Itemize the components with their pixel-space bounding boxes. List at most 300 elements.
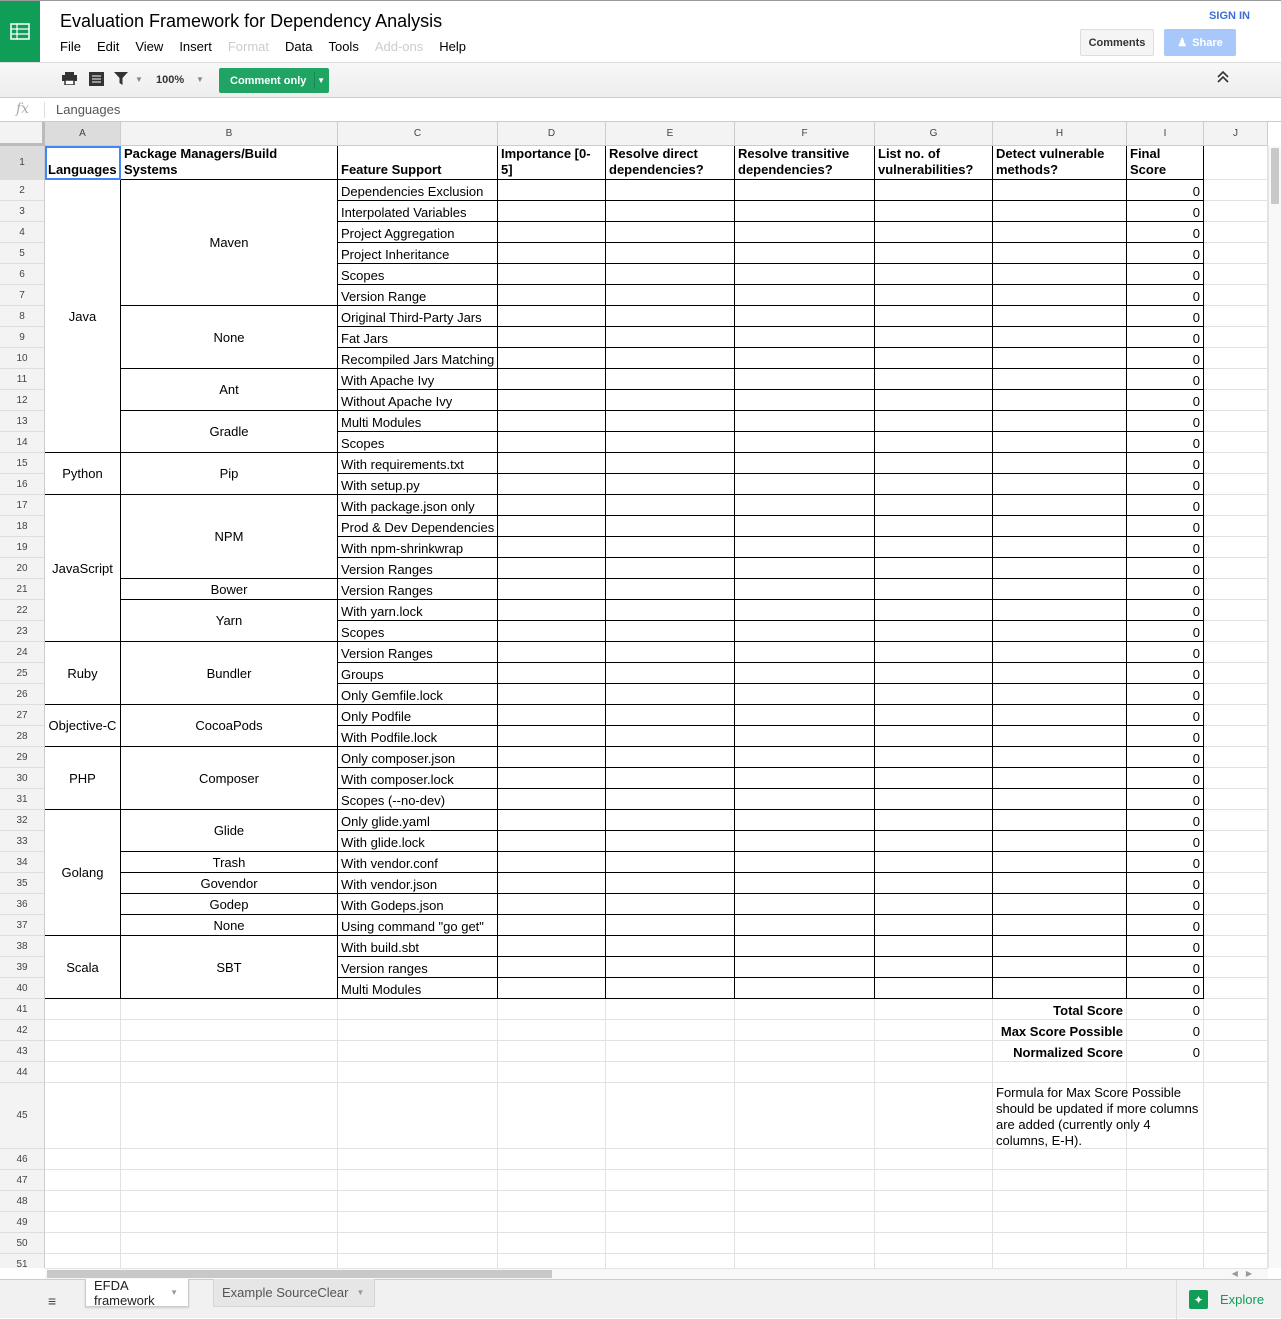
select-all-corner[interactable]	[0, 122, 45, 146]
summary-label[interactable]: Normalized Score	[993, 1041, 1127, 1062]
explore-button[interactable]	[1176, 1280, 1281, 1319]
cell[interactable]	[121, 1170, 338, 1191]
cell[interactable]	[45, 1083, 121, 1149]
vertical-scrollbar[interactable]	[1268, 146, 1281, 1268]
score-input-cell-d[interactable]	[498, 390, 606, 411]
language-cell[interactable]: Ruby	[45, 642, 121, 705]
cell[interactable]	[498, 1149, 606, 1170]
row-header-46[interactable]: 46	[0, 1149, 45, 1170]
score-input-cell-e[interactable]	[606, 495, 735, 516]
score-input-cell-e[interactable]	[606, 201, 735, 222]
score-input-cell-e[interactable]	[606, 873, 735, 894]
score-input-cell-f[interactable]	[735, 411, 875, 432]
score-input-cell-g[interactable]	[875, 432, 993, 453]
cell[interactable]	[45, 1041, 121, 1062]
score-input-cell-e[interactable]	[606, 558, 735, 579]
feature-cell[interactable]: With package.json only	[338, 495, 498, 516]
score-input-cell-d[interactable]	[498, 705, 606, 726]
score-input-cell-e[interactable]	[606, 222, 735, 243]
score-input-cell-g[interactable]	[875, 306, 993, 327]
menu-file[interactable]: File	[60, 39, 81, 54]
chevron-down-icon[interactable]: ▼	[170, 1288, 178, 1297]
score-input-cell-g[interactable]	[875, 663, 993, 684]
score-input-cell-d[interactable]	[498, 537, 606, 558]
cell[interactable]	[121, 1062, 338, 1083]
row-header-24[interactable]: 24	[0, 642, 45, 663]
row-header-50[interactable]: 50	[0, 1233, 45, 1254]
cell[interactable]	[993, 1233, 1127, 1254]
score-input-cell-f[interactable]	[735, 516, 875, 537]
score-input-cell-h[interactable]	[993, 243, 1127, 264]
header-cell-f[interactable]: Resolve transitive dependencies?	[735, 146, 875, 180]
language-cell[interactable]: Golang	[45, 810, 121, 936]
feature-cell[interactable]: Only composer.json	[338, 747, 498, 768]
row-header-25[interactable]: 25	[0, 663, 45, 684]
score-input-cell-g[interactable]	[875, 873, 993, 894]
cell[interactable]	[1204, 306, 1268, 327]
feature-cell[interactable]: Dependencies Exclusion	[338, 180, 498, 201]
sheet-tab-efda-framework[interactable]	[85, 1279, 189, 1307]
cell[interactable]	[45, 1191, 121, 1212]
score-input-cell-g[interactable]	[875, 705, 993, 726]
feature-cell[interactable]: With Apache Ivy	[338, 369, 498, 390]
score-input-cell-h[interactable]	[993, 663, 1127, 684]
menu-data[interactable]: Data	[285, 39, 313, 54]
feature-cell[interactable]: Without Apache Ivy	[338, 390, 498, 411]
cell[interactable]	[338, 1212, 498, 1233]
header-cell-b[interactable]: Package Managers/Build Systems	[121, 146, 338, 180]
score-input-cell-e[interactable]	[606, 810, 735, 831]
score-input-cell-d[interactable]	[498, 201, 606, 222]
cell[interactable]	[993, 1212, 1127, 1233]
cell[interactable]	[1204, 663, 1268, 684]
score-input-cell-h[interactable]	[993, 810, 1127, 831]
row-header-14[interactable]: 14	[0, 432, 45, 453]
score-input-cell-h[interactable]	[993, 747, 1127, 768]
cell[interactable]	[606, 1170, 735, 1191]
cell[interactable]	[735, 1233, 875, 1254]
score-input-cell-e[interactable]	[606, 180, 735, 201]
cell[interactable]	[1204, 453, 1268, 474]
score-input-cell-f[interactable]	[735, 768, 875, 789]
column-header-f[interactable]: F	[735, 122, 875, 146]
score-input-cell-e[interactable]	[606, 285, 735, 306]
final-score-cell[interactable]: 0	[1127, 390, 1204, 411]
cell[interactable]	[498, 999, 606, 1020]
formula-input[interactable]: Languages	[56, 102, 121, 117]
score-input-cell-d[interactable]	[498, 369, 606, 390]
cell[interactable]	[993, 1149, 1127, 1170]
cell[interactable]	[45, 1020, 121, 1041]
score-input-cell-d[interactable]	[498, 348, 606, 369]
score-input-cell-h[interactable]	[993, 894, 1127, 915]
row-header-38[interactable]: 38	[0, 936, 45, 957]
cell[interactable]	[1204, 957, 1268, 978]
score-input-cell-f[interactable]	[735, 180, 875, 201]
score-input-cell-d[interactable]	[498, 558, 606, 579]
row-header-37[interactable]: 37	[0, 915, 45, 936]
menu-tools[interactable]: Tools	[328, 39, 359, 54]
cell[interactable]	[875, 1083, 993, 1149]
cell[interactable]	[606, 1041, 735, 1062]
package-manager-cell[interactable]: Bower	[121, 579, 338, 600]
package-manager-cell[interactable]: None	[121, 306, 338, 369]
score-input-cell-e[interactable]	[606, 600, 735, 621]
score-input-cell-g[interactable]	[875, 621, 993, 642]
score-input-cell-h[interactable]	[993, 768, 1127, 789]
cell[interactable]	[1204, 201, 1268, 222]
cell[interactable]	[1204, 684, 1268, 705]
score-input-cell-f[interactable]	[735, 705, 875, 726]
package-manager-cell[interactable]: SBT	[121, 936, 338, 999]
column-header-i[interactable]: I	[1127, 122, 1204, 146]
feature-cell[interactable]: Version Ranges	[338, 579, 498, 600]
cell[interactable]	[498, 1170, 606, 1191]
filter-dropdown-icon[interactable]: ▼	[135, 75, 143, 84]
score-input-cell-e[interactable]	[606, 348, 735, 369]
cell[interactable]	[1204, 1041, 1268, 1062]
score-input-cell-d[interactable]	[498, 306, 606, 327]
feature-cell[interactable]: With npm-shrinkwrap	[338, 537, 498, 558]
cell[interactable]	[1204, 978, 1268, 999]
feature-cell[interactable]: Scopes	[338, 432, 498, 453]
score-input-cell-g[interactable]	[875, 264, 993, 285]
cell[interactable]	[1204, 1170, 1268, 1191]
cell[interactable]	[1127, 1191, 1204, 1212]
score-input-cell-e[interactable]	[606, 243, 735, 264]
row-header-20[interactable]: 20	[0, 558, 45, 579]
final-score-cell[interactable]: 0	[1127, 306, 1204, 327]
cell[interactable]	[1204, 1020, 1268, 1041]
score-input-cell-d[interactable]	[498, 432, 606, 453]
cell[interactable]	[606, 1212, 735, 1233]
header-cell-c[interactable]: Feature Support	[338, 146, 498, 180]
feature-cell[interactable]: Fat Jars	[338, 327, 498, 348]
cell[interactable]	[735, 1062, 875, 1083]
cell[interactable]	[1204, 180, 1268, 201]
cell[interactable]	[606, 1149, 735, 1170]
score-input-cell-e[interactable]	[606, 327, 735, 348]
final-score-cell[interactable]: 0	[1127, 432, 1204, 453]
row-header-43[interactable]: 43	[0, 1041, 45, 1062]
cell[interactable]	[1204, 495, 1268, 516]
final-score-cell[interactable]: 0	[1127, 642, 1204, 663]
language-cell[interactable]: Python	[45, 453, 121, 495]
cell[interactable]	[45, 1212, 121, 1233]
zoom-select[interactable]: 100%	[156, 74, 185, 86]
score-input-cell-e[interactable]	[606, 537, 735, 558]
row-header-7[interactable]: 7	[0, 285, 45, 306]
score-input-cell-h[interactable]	[993, 285, 1127, 306]
score-input-cell-e[interactable]	[606, 432, 735, 453]
feature-cell[interactable]: Scopes	[338, 621, 498, 642]
package-manager-cell[interactable]: Glide	[121, 810, 338, 852]
cell[interactable]	[121, 1020, 338, 1041]
package-manager-cell[interactable]: Composer	[121, 747, 338, 810]
score-input-cell-g[interactable]	[875, 852, 993, 873]
score-input-cell-g[interactable]	[875, 684, 993, 705]
score-input-cell-d[interactable]	[498, 684, 606, 705]
row-header-26[interactable]: 26	[0, 684, 45, 705]
cell[interactable]	[735, 1020, 875, 1041]
row-header-35[interactable]: 35	[0, 873, 45, 894]
final-score-cell[interactable]: 0	[1127, 768, 1204, 789]
cell[interactable]	[1204, 1083, 1268, 1149]
score-input-cell-d[interactable]	[498, 285, 606, 306]
row-header-5[interactable]: 5	[0, 243, 45, 264]
final-score-cell[interactable]: 0	[1127, 663, 1204, 684]
feature-cell[interactable]: Scopes (--no-dev)	[338, 789, 498, 810]
score-input-cell-h[interactable]	[993, 621, 1127, 642]
score-input-cell-h[interactable]	[993, 180, 1127, 201]
score-input-cell-f[interactable]	[735, 894, 875, 915]
cell[interactable]	[1204, 537, 1268, 558]
row-header-16[interactable]: 16	[0, 474, 45, 495]
cell[interactable]	[1204, 432, 1268, 453]
feature-cell[interactable]: Version ranges	[338, 957, 498, 978]
score-input-cell-e[interactable]	[606, 768, 735, 789]
row-header-22[interactable]: 22	[0, 600, 45, 621]
package-manager-cell[interactable]: CocoaPods	[121, 705, 338, 747]
cell[interactable]	[1204, 369, 1268, 390]
final-score-cell[interactable]: 0	[1127, 537, 1204, 558]
cell[interactable]	[1204, 1212, 1268, 1233]
score-input-cell-f[interactable]	[735, 495, 875, 516]
score-input-cell-d[interactable]	[498, 789, 606, 810]
score-input-cell-g[interactable]	[875, 726, 993, 747]
cell[interactable]	[338, 1083, 498, 1149]
score-input-cell-d[interactable]	[498, 180, 606, 201]
feature-cell[interactable]: With requirements.txt	[338, 453, 498, 474]
cell[interactable]	[121, 1149, 338, 1170]
row-header-6[interactable]: 6	[0, 264, 45, 285]
row-header-27[interactable]: 27	[0, 705, 45, 726]
score-input-cell-f[interactable]	[735, 978, 875, 999]
cell[interactable]	[45, 1233, 121, 1254]
row-header-33[interactable]: 33	[0, 831, 45, 852]
score-input-cell-d[interactable]	[498, 747, 606, 768]
final-score-cell[interactable]: 0	[1127, 579, 1204, 600]
score-input-cell-g[interactable]	[875, 516, 993, 537]
cell[interactable]	[121, 1083, 338, 1149]
score-input-cell-e[interactable]	[606, 915, 735, 936]
column-header-b[interactable]: B	[121, 122, 338, 146]
cell[interactable]	[1204, 1254, 1268, 1268]
score-input-cell-d[interactable]	[498, 957, 606, 978]
row-header-2[interactable]: 2	[0, 180, 45, 201]
score-input-cell-d[interactable]	[498, 936, 606, 957]
cell[interactable]	[1204, 348, 1268, 369]
final-score-cell[interactable]: 0	[1127, 747, 1204, 768]
collapse-toolbar-icon[interactable]	[1217, 70, 1229, 86]
cell[interactable]	[875, 999, 993, 1020]
feature-cell[interactable]: Multi Modules	[338, 978, 498, 999]
score-input-cell-f[interactable]	[735, 327, 875, 348]
score-input-cell-g[interactable]	[875, 453, 993, 474]
score-input-cell-e[interactable]	[606, 369, 735, 390]
header-cell-a[interactable]: Languages	[45, 146, 121, 180]
cell[interactable]	[1204, 621, 1268, 642]
cell[interactable]	[1127, 1170, 1204, 1191]
final-score-cell[interactable]: 0	[1127, 453, 1204, 474]
cell[interactable]	[1204, 873, 1268, 894]
package-manager-cell[interactable]: Maven	[121, 180, 338, 306]
score-input-cell-e[interactable]	[606, 957, 735, 978]
feature-cell[interactable]: Project Inheritance	[338, 243, 498, 264]
feature-cell[interactable]: Scopes	[338, 264, 498, 285]
column-header-h[interactable]: H	[993, 122, 1127, 146]
score-input-cell-d[interactable]	[498, 222, 606, 243]
row-header-3[interactable]: 3	[0, 201, 45, 222]
cell[interactable]	[1204, 222, 1268, 243]
cell[interactable]	[606, 1062, 735, 1083]
score-input-cell-h[interactable]	[993, 516, 1127, 537]
final-score-cell[interactable]: 0	[1127, 243, 1204, 264]
score-input-cell-f[interactable]	[735, 957, 875, 978]
cell[interactable]	[1204, 390, 1268, 411]
column-header-c[interactable]: C	[338, 122, 498, 146]
final-score-cell[interactable]: 0	[1127, 705, 1204, 726]
score-input-cell-d[interactable]	[498, 243, 606, 264]
score-input-cell-d[interactable]	[498, 474, 606, 495]
menu-insert[interactable]: Insert	[179, 39, 212, 54]
final-score-cell[interactable]: 0	[1127, 474, 1204, 495]
row-header-41[interactable]: 41	[0, 999, 45, 1020]
score-input-cell-d[interactable]	[498, 768, 606, 789]
score-input-cell-h[interactable]	[993, 495, 1127, 516]
column-header-d[interactable]: D	[498, 122, 606, 146]
cell[interactable]	[1127, 1062, 1204, 1083]
feature-cell[interactable]: With vendor.conf	[338, 852, 498, 873]
package-manager-cell[interactable]: Pip	[121, 453, 338, 495]
score-input-cell-d[interactable]	[498, 327, 606, 348]
cell[interactable]	[1204, 1062, 1268, 1083]
score-input-cell-d[interactable]	[498, 453, 606, 474]
summary-value[interactable]: 0	[1127, 999, 1204, 1020]
score-input-cell-h[interactable]	[993, 705, 1127, 726]
feature-cell[interactable]: With setup.py	[338, 474, 498, 495]
cell[interactable]	[1127, 1254, 1204, 1268]
final-score-cell[interactable]: 0	[1127, 222, 1204, 243]
cell[interactable]	[45, 1062, 121, 1083]
score-input-cell-h[interactable]	[993, 474, 1127, 495]
final-score-cell[interactable]: 0	[1127, 852, 1204, 873]
cell[interactable]	[1204, 915, 1268, 936]
score-input-cell-e[interactable]	[606, 726, 735, 747]
score-input-cell-h[interactable]	[993, 222, 1127, 243]
score-input-cell-h[interactable]	[993, 264, 1127, 285]
score-input-cell-g[interactable]	[875, 894, 993, 915]
row-header-15[interactable]: 15	[0, 453, 45, 474]
row-header-17[interactable]: 17	[0, 495, 45, 516]
package-manager-cell[interactable]: Trash	[121, 852, 338, 873]
score-input-cell-g[interactable]	[875, 810, 993, 831]
view-only-icon[interactable]	[89, 72, 104, 89]
document-title[interactable]: Evaluation Framework for Dependency Analysis	[60, 11, 443, 31]
row-header-39[interactable]: 39	[0, 957, 45, 978]
score-input-cell-h[interactable]	[993, 957, 1127, 978]
cell[interactable]	[875, 1212, 993, 1233]
cell[interactable]	[1204, 327, 1268, 348]
score-input-cell-h[interactable]	[993, 579, 1127, 600]
score-input-cell-h[interactable]	[993, 600, 1127, 621]
package-manager-cell[interactable]: None	[121, 915, 338, 936]
final-score-cell[interactable]: 0	[1127, 957, 1204, 978]
feature-cell[interactable]: Prod & Dev Dependencies	[338, 516, 498, 537]
cell[interactable]	[121, 1191, 338, 1212]
cell[interactable]	[993, 1170, 1127, 1191]
score-input-cell-h[interactable]	[993, 852, 1127, 873]
final-score-cell[interactable]: 0	[1127, 810, 1204, 831]
feature-cell[interactable]: With glide.lock	[338, 831, 498, 852]
final-score-cell[interactable]: 0	[1127, 180, 1204, 201]
cell[interactable]	[993, 1062, 1127, 1083]
score-input-cell-f[interactable]	[735, 306, 875, 327]
score-input-cell-d[interactable]	[498, 978, 606, 999]
score-input-cell-d[interactable]	[498, 663, 606, 684]
share-button[interactable]	[1164, 29, 1236, 56]
cell[interactable]	[498, 1020, 606, 1041]
score-input-cell-h[interactable]	[993, 306, 1127, 327]
score-input-cell-g[interactable]	[875, 915, 993, 936]
all-sheets-menu-icon[interactable]: ≡	[48, 1293, 57, 1309]
score-input-cell-f[interactable]	[735, 726, 875, 747]
score-input-cell-g[interactable]	[875, 579, 993, 600]
score-input-cell-d[interactable]	[498, 621, 606, 642]
feature-cell[interactable]: With vendor.json	[338, 873, 498, 894]
score-input-cell-e[interactable]	[606, 453, 735, 474]
score-input-cell-e[interactable]	[606, 852, 735, 873]
cell[interactable]	[338, 1062, 498, 1083]
cell[interactable]	[606, 1020, 735, 1041]
final-score-cell[interactable]: 0	[1127, 516, 1204, 537]
feature-cell[interactable]: With Podfile.lock	[338, 726, 498, 747]
score-input-cell-d[interactable]	[498, 579, 606, 600]
column-header-g[interactable]: G	[875, 122, 993, 146]
score-input-cell-d[interactable]	[498, 642, 606, 663]
feature-cell[interactable]: With composer.lock	[338, 768, 498, 789]
cell[interactable]	[498, 1041, 606, 1062]
feature-cell[interactable]: Version Ranges	[338, 642, 498, 663]
score-input-cell-g[interactable]	[875, 957, 993, 978]
cell[interactable]	[735, 1041, 875, 1062]
cell[interactable]	[45, 1149, 121, 1170]
score-input-cell-f[interactable]	[735, 789, 875, 810]
feature-cell[interactable]: Project Aggregation	[338, 222, 498, 243]
score-input-cell-f[interactable]	[735, 201, 875, 222]
score-input-cell-f[interactable]	[735, 600, 875, 621]
package-manager-cell[interactable]: Yarn	[121, 600, 338, 642]
score-input-cell-d[interactable]	[498, 600, 606, 621]
cell[interactable]	[498, 1233, 606, 1254]
score-input-cell-g[interactable]	[875, 327, 993, 348]
row-header-13[interactable]: 13	[0, 411, 45, 432]
score-input-cell-e[interactable]	[606, 264, 735, 285]
row-header-18[interactable]: 18	[0, 516, 45, 537]
cell[interactable]	[735, 1170, 875, 1191]
cell[interactable]	[875, 1149, 993, 1170]
row-header-28[interactable]: 28	[0, 726, 45, 747]
cell[interactable]	[606, 1233, 735, 1254]
score-input-cell-g[interactable]	[875, 789, 993, 810]
score-input-cell-h[interactable]	[993, 558, 1127, 579]
cell[interactable]	[45, 1170, 121, 1191]
score-input-cell-g[interactable]	[875, 978, 993, 999]
row-header-32[interactable]: 32	[0, 810, 45, 831]
language-cell[interactable]: JavaScript	[45, 495, 121, 642]
score-input-cell-f[interactable]	[735, 747, 875, 768]
header-cell-e[interactable]: Resolve direct dependencies?	[606, 146, 735, 180]
